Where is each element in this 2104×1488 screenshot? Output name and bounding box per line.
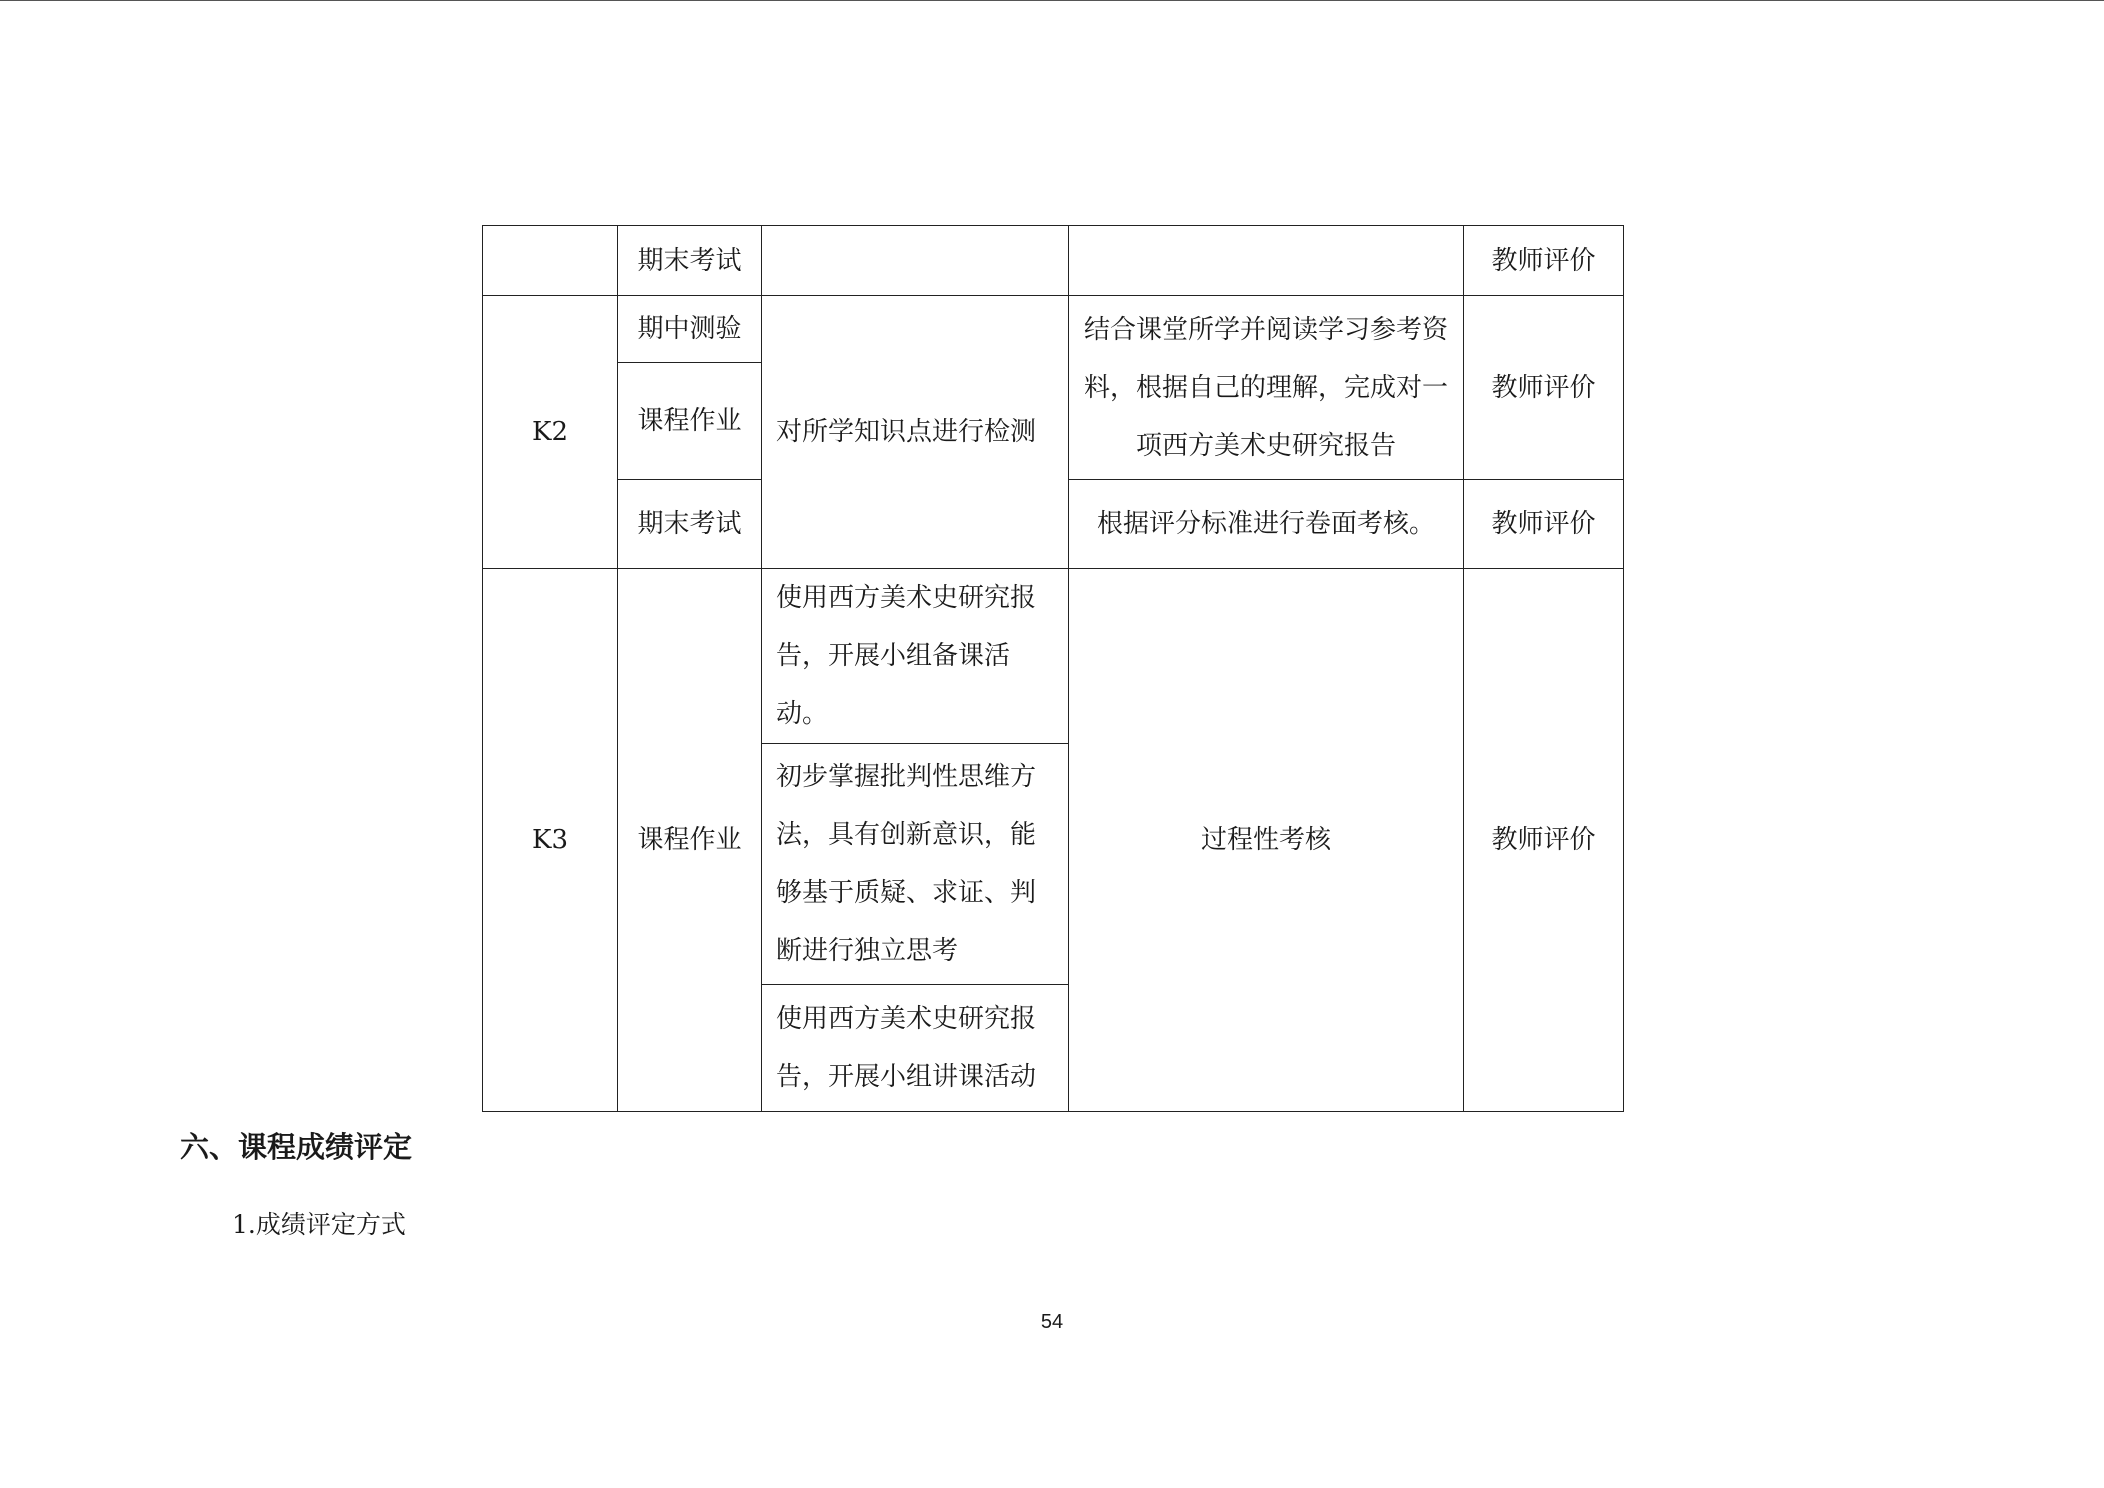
- page-number: 54: [1040, 1311, 1064, 1333]
- cell-item-midterm: 期中测验: [618, 296, 762, 363]
- cell-item-final-k2: 期末考试: [618, 480, 762, 569]
- table-row-continued: [483, 226, 1624, 296]
- assessment-table: [482, 225, 1624, 1112]
- cell-purpose-k2: 对所学知识点进行检测: [762, 296, 1069, 569]
- cell-item-k3: 课程作业: [618, 569, 762, 1112]
- cell-activity-3: 使用西方美术史研究报告，开展小组讲课活动: [762, 985, 1069, 1112]
- cell-criteria-final: 根据评分标准进行卷面考核。: [1069, 480, 1464, 569]
- cell-criteria-continued: [1069, 226, 1464, 296]
- cell-criteria-k3: 过程性考核: [1069, 569, 1464, 1112]
- page-top-border: [0, 0, 2104, 1]
- cell-evaluator-k2-upper: 教师评价: [1464, 296, 1624, 480]
- table-row-k2-midterm: [483, 296, 1624, 363]
- cell-code-k3: K3: [483, 569, 618, 1112]
- cell-activity-2: 初步掌握批判性思维方法，具有创新意识，能够基于质疑、求证、判断进行独立思考: [762, 744, 1069, 985]
- table-row-k3-activity-1: [483, 569, 1624, 744]
- subsection-heading: 1.成绩评定方式: [232, 1210, 406, 1239]
- cell-code-continued: [483, 226, 618, 296]
- cell-criteria-report: 结合课堂所学并阅读学习参考资料，根据自己的理解，完成对一项西方美术史研究报告: [1069, 296, 1464, 480]
- cell-item-homework-k2: 课程作业: [618, 363, 762, 480]
- cell-evaluator-continued: 教师评价: [1464, 226, 1624, 296]
- cell-code-k2: K2: [483, 296, 618, 569]
- section-heading: 六、课程成绩评定: [180, 1130, 413, 1164]
- cell-evaluator-k2-final: 教师评价: [1464, 480, 1624, 569]
- cell-item-final-exam: 期末考试: [618, 226, 762, 296]
- cell-activity-1: 使用西方美术史研究报告，开展小组备课活动。: [762, 569, 1069, 744]
- cell-purpose-continued: [762, 226, 1069, 296]
- cell-evaluator-k3: 教师评价: [1464, 569, 1624, 1112]
